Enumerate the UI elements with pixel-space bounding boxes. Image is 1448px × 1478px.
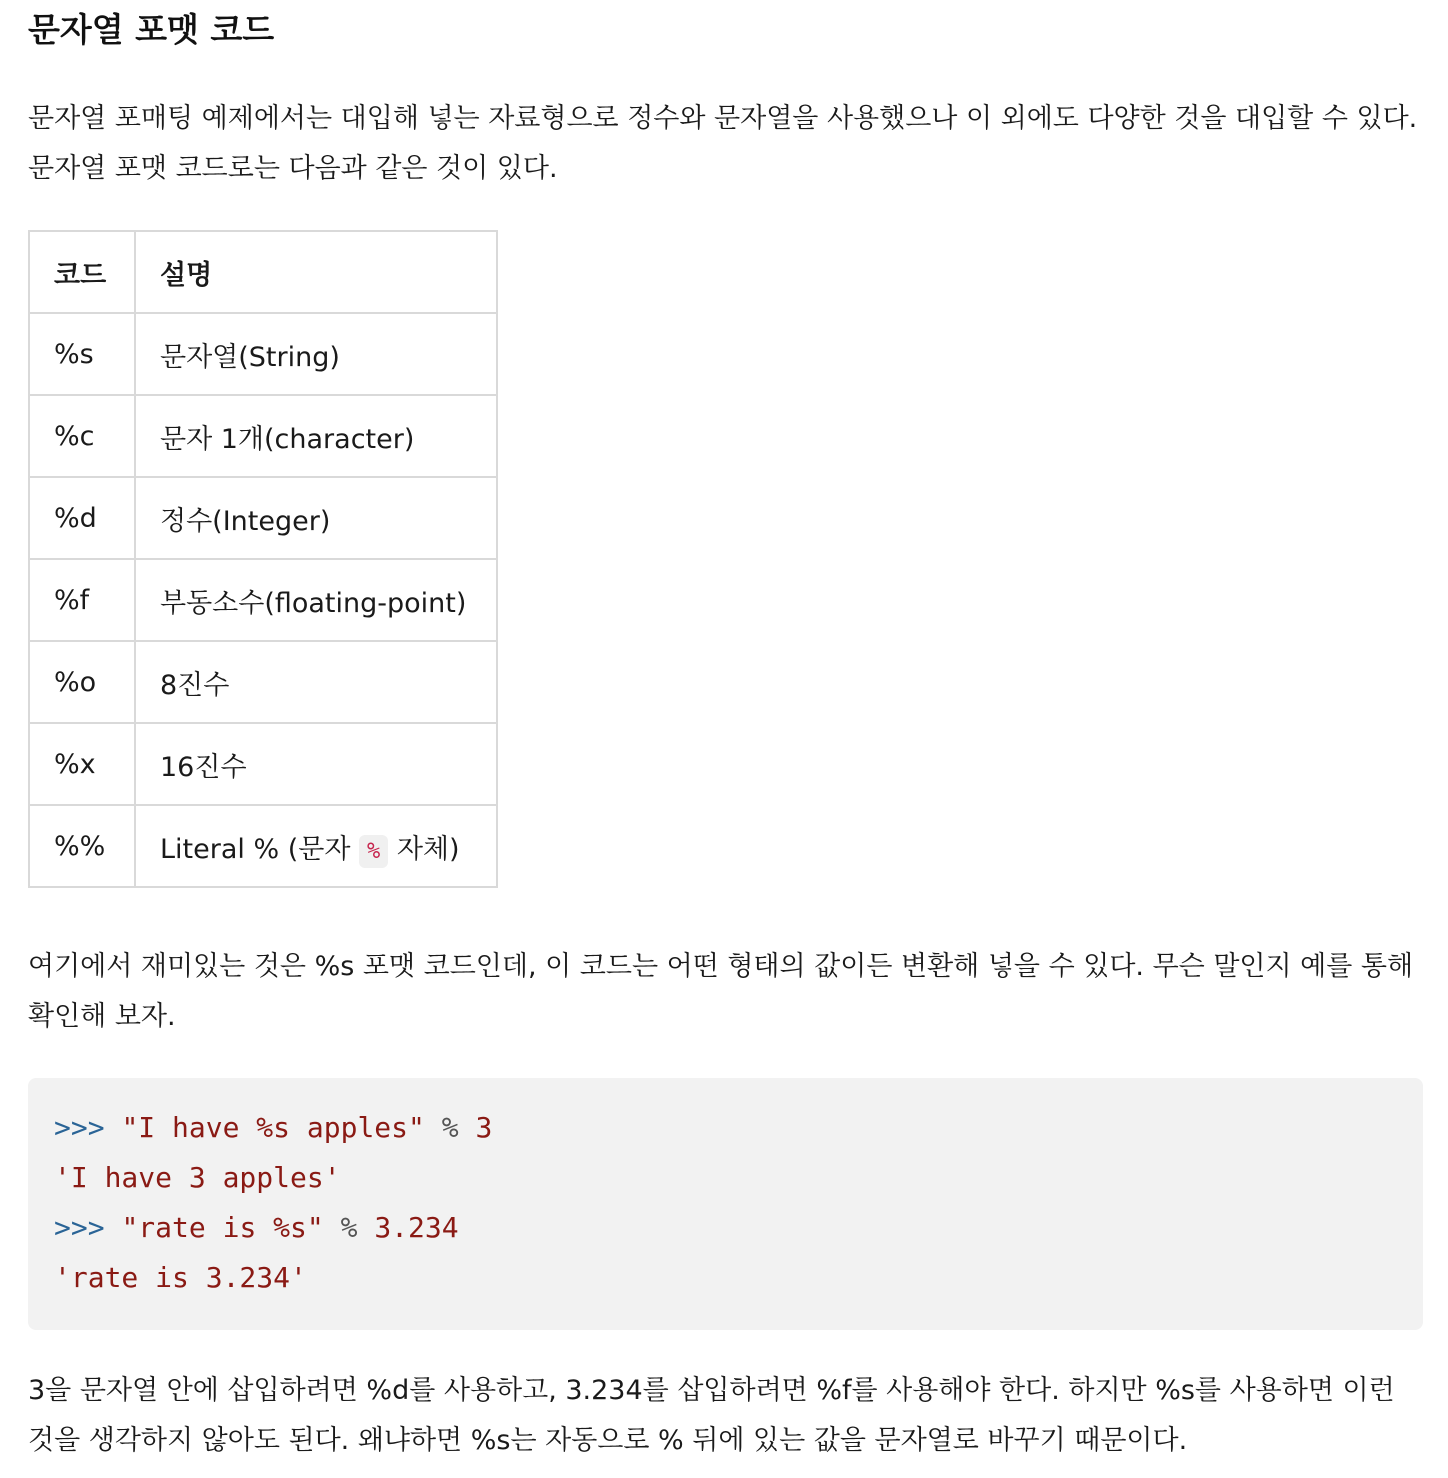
outro-line-1: 3을 문자열 안에 삽입하려면 %d를 사용하고, 3.234를 삽입하려면 %f를 사용해야 한다. 하지만 %s를 사용하면 이런 [28, 1375, 1395, 1406]
desc-after: 자체) [388, 833, 460, 865]
code-string: "rate is %s" [121, 1211, 324, 1244]
row-code: %s [29, 313, 135, 395]
row-code: %f [29, 559, 135, 641]
table-row [29, 805, 497, 887]
code-line-2: 'I have 3 apples' [54, 1161, 341, 1194]
header-code: 코드 [29, 231, 135, 313]
row-code: %% [29, 805, 135, 887]
code-operator: % [340, 1211, 358, 1244]
table-row [29, 723, 497, 805]
table-row [29, 395, 497, 477]
row-code: %o [29, 641, 135, 723]
row-code: %c [29, 395, 135, 477]
code-number: 3.234 [374, 1211, 459, 1244]
outro-line-2: 것을 생각하지 않아도 된다. 왜냐하면 %s는 자동으로 % 뒤에 있는 값을 문자열로 바꾸기 때문이다. [28, 1425, 1188, 1456]
code-operator: % [441, 1111, 459, 1144]
intro-line-1: 문자열 포매팅 예제에서는 대입해 넣는 자료형으로 정수와 문자열을 사용했으나 이 외에도 다양한 것을 대입할 수 있다. [28, 103, 1418, 134]
header-description: 설명 [135, 231, 497, 313]
code-string: "I have %s apples" [121, 1111, 425, 1144]
inline-code: % [359, 835, 388, 868]
intro-paragraph [28, 94, 1417, 194]
middle-line-1: 여기에서 재미있는 것은 %s 포맷 코드인데, 이 코드는 어떤 형태의 값이든 변환해 넣을 수 있다. 무슨 말인지 예를 통해 [28, 951, 1414, 982]
prompt: >>> [54, 1111, 105, 1144]
code-line-4: 'rate is 3.234' [54, 1261, 307, 1294]
intro-line-2: 문자열 포맷 코드로는 다음과 같은 것이 있다. [28, 153, 558, 184]
table-row [29, 313, 497, 395]
code-line-1 [54, 1103, 1397, 1153]
row-description: 문자 1개(character) [135, 395, 497, 477]
row-code: %x [29, 723, 135, 805]
table-row [29, 641, 497, 723]
row-description: 부동소수(floating-point) [135, 559, 497, 641]
code-line-3 [54, 1203, 1397, 1253]
format-code-table [28, 230, 498, 888]
row-description: 정수(Integer) [135, 477, 497, 559]
code-number: 3 [475, 1111, 493, 1144]
prompt: >>> [54, 1211, 105, 1244]
row-code: %d [29, 477, 135, 559]
row-description: 8진수 [135, 641, 497, 723]
table-row [29, 559, 497, 641]
table-row [29, 477, 497, 559]
middle-paragraph [28, 942, 1413, 1042]
table-header-row [29, 231, 497, 313]
middle-line-2: 확인해 보자. [28, 1001, 176, 1032]
outro-paragraph [28, 1366, 1395, 1466]
row-description [135, 805, 497, 887]
desc-before: Literal % (문자 [160, 833, 359, 865]
section-heading: 문자열 포맷 코드 [28, 10, 275, 49]
code-block [28, 1078, 1423, 1330]
row-description: 16진수 [135, 723, 497, 805]
row-description: 문자열(String) [135, 313, 497, 395]
